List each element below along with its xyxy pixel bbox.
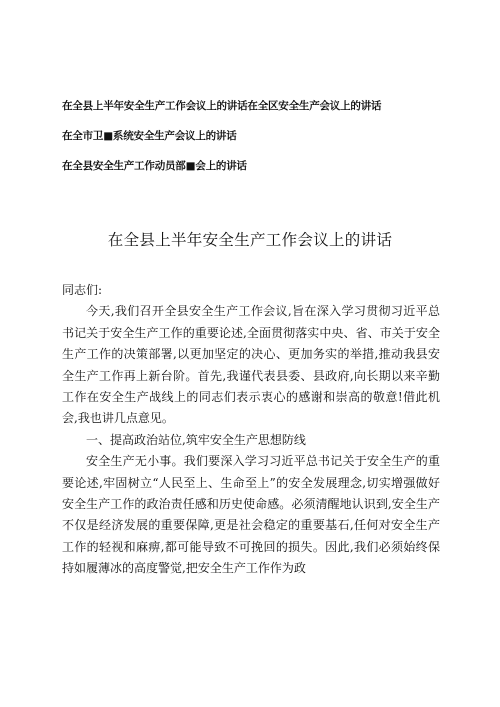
document-title: 在全县上半年安全生产工作会议上的讲话 xyxy=(107,231,393,249)
salutation: 同志们: xyxy=(62,283,103,297)
toc-entry-2: 在全市卫■系统安全生产会议上的讲话 xyxy=(62,130,237,142)
speech-body xyxy=(62,280,440,580)
section-heading-1: 一、提高政治站位,筑牢安全生产思想防线 xyxy=(86,432,306,447)
paragraph-opening: 今天,我们召开全县安全生产工作会议,旨在深入学习贯彻习近平总书记关于安全生产工作的重要论述,全面贯彻落实中央、省、市关于安全生产工作的决策部署,以更加坚定的决心、更加务实的举措,推动我县安全生产工作再上新台阶。首先,我谨代表县委、县政府,向长期以来辛勤工作在安全生产战线上的同志们表示衷心的感谢和崇高的敬意!借此机会,我也讲几点意见。 xyxy=(62,304,440,426)
toc-entry-3: 在全县安全生产工作动员部■会上的讲话 xyxy=(62,160,247,172)
paragraph-section-1: 安全生产无小事。我们要深入学习习近平总书记关于安全生产的重要论述,牢固树立“人民至上、生命至上”的安全发展理念,切实增强做好安全生产工作的政治责任感和历史使命感。必须清醒地认识到,安全生产不仅是经济发展的重要保障,更是社会稳定的重要基石,任何对安全生产工作的轻视和麻痹,都可能导致不可挽回的损失。因此,我们必须始终保持如履薄冰的高度警觉,把安全生产工作作为政 xyxy=(62,454,440,576)
toc-entry-1: 在全县上半年安全生产工作会议上的讲话在全区安全生产会议上的讲话 xyxy=(62,100,382,112)
